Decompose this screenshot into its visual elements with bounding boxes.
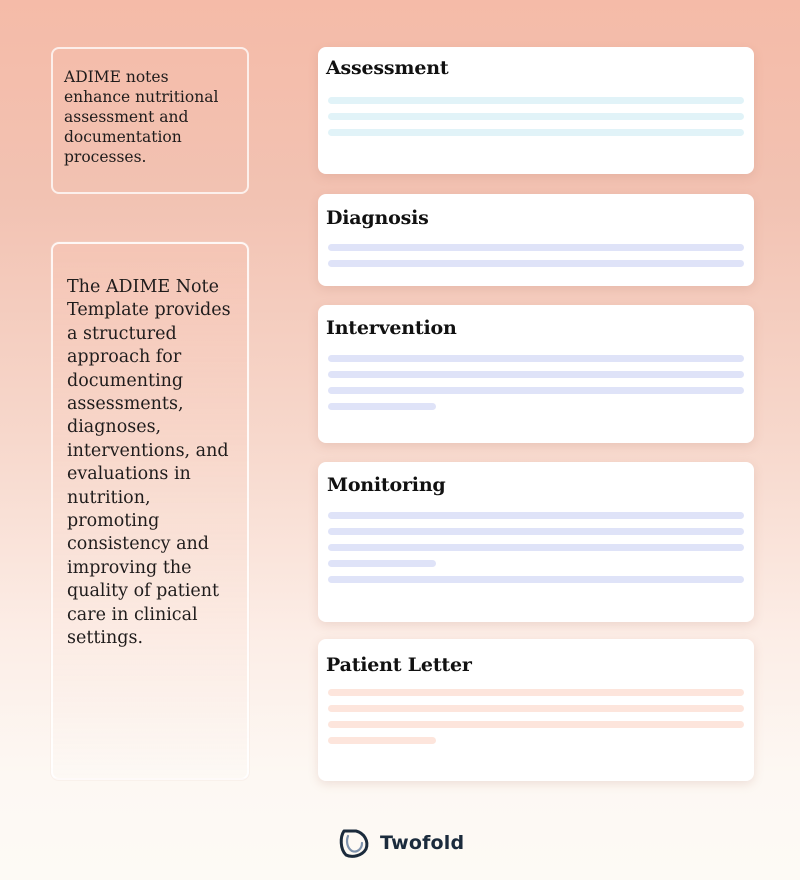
placeholder-line <box>328 371 744 378</box>
monitoring-card <box>318 462 754 622</box>
placeholder-line <box>328 689 744 696</box>
patient-letter-card <box>318 639 754 781</box>
section-title-assessment: Assessment <box>326 57 449 79</box>
brand-name: Twofold <box>380 832 465 854</box>
placeholder-line <box>328 97 744 104</box>
placeholder-line <box>328 355 744 362</box>
section-title-intervention: Intervention <box>326 317 457 339</box>
section-title-patient-letter: Patient Letter <box>326 654 472 676</box>
section-title-monitoring: Monitoring <box>327 474 446 496</box>
twofold-logo-icon <box>338 827 370 859</box>
intervention-card <box>318 305 754 443</box>
placeholder-line <box>328 721 744 728</box>
intro-card <box>51 47 249 194</box>
placeholder-line <box>328 705 744 712</box>
placeholder-line <box>328 737 436 744</box>
assessment-card <box>318 47 754 174</box>
placeholder-line <box>328 560 436 567</box>
description-card <box>51 242 249 780</box>
placeholder-line <box>328 528 744 535</box>
intro-text: ADIME notes enhance nutritional assessment and documentation processes. <box>64 68 219 166</box>
description-text: The ADIME Note Template provides a structured approach for documenting assessments, diagnoses, interventions, and evaluations in nutrition, promoting consistency and improving the quality of patient care in clinical settings. <box>67 277 231 649</box>
placeholder-line <box>328 403 436 410</box>
placeholder-line <box>328 544 744 551</box>
placeholder-line <box>328 129 744 136</box>
diagnosis-card <box>318 194 754 286</box>
brand-logo <box>338 826 464 860</box>
placeholder-line <box>328 244 744 251</box>
placeholder-line <box>328 512 744 519</box>
placeholder-line <box>328 113 744 120</box>
placeholder-line <box>328 387 744 394</box>
placeholder-line <box>328 260 744 267</box>
placeholder-line <box>328 576 744 583</box>
section-title-diagnosis: Diagnosis <box>326 207 429 229</box>
